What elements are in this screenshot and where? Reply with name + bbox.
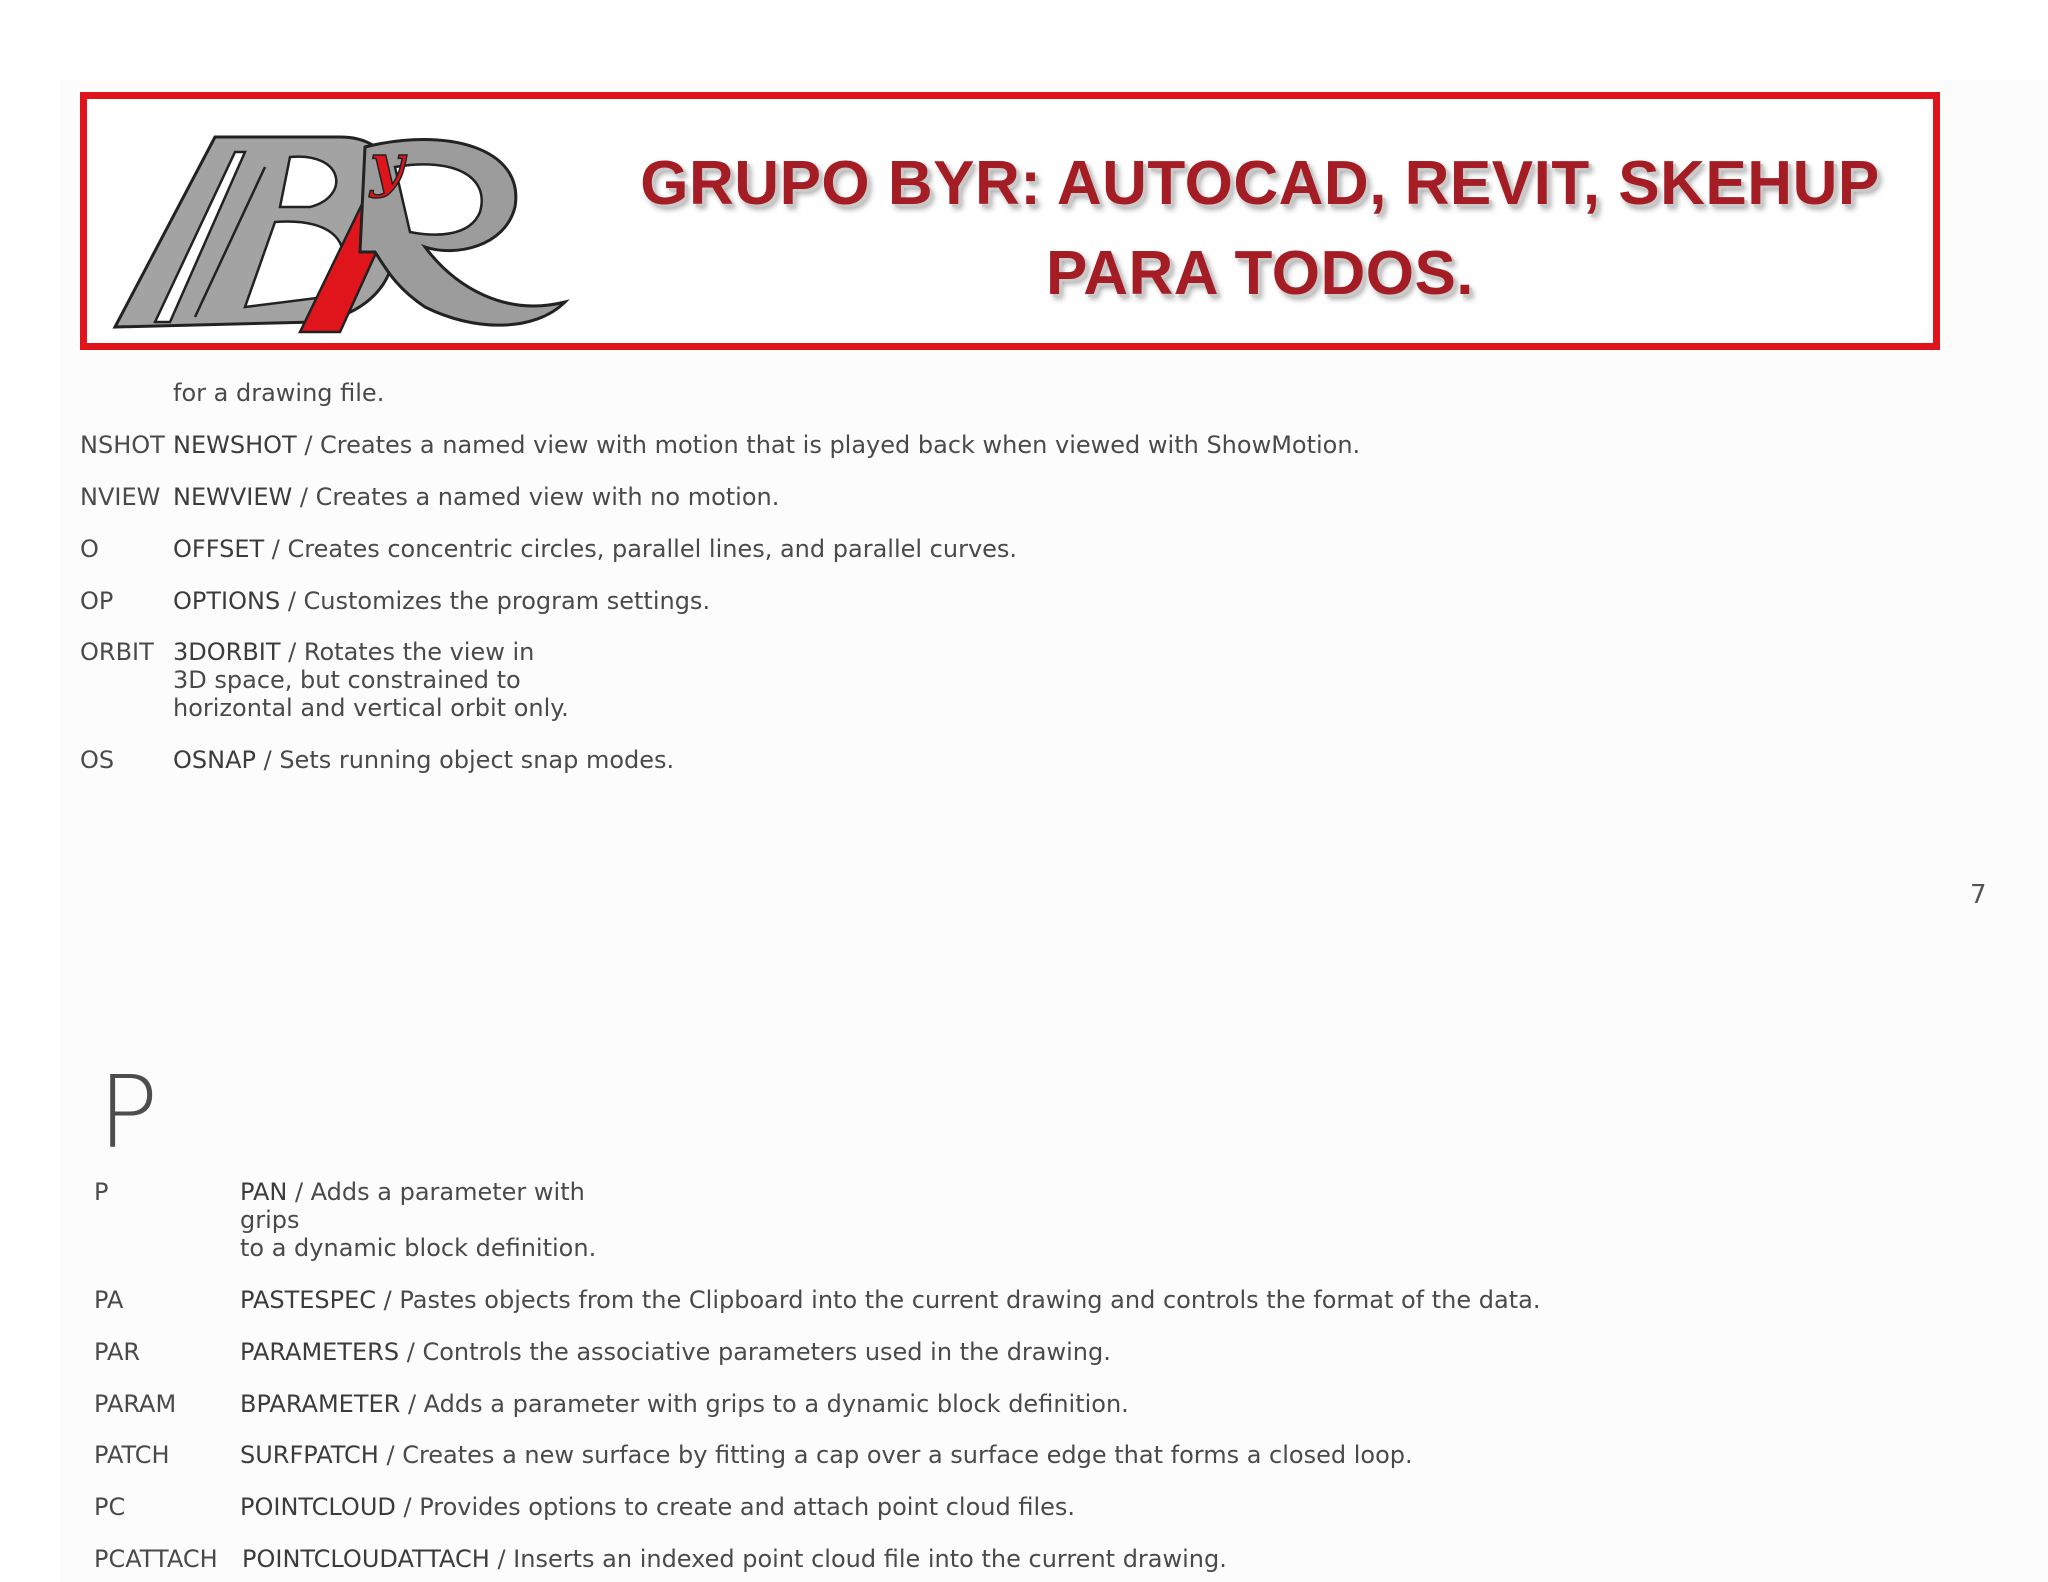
description-line: Controls the associative parameters used in the drawing. [422, 1338, 1111, 1366]
command-name: BPARAMETER [240, 1390, 401, 1418]
command-alias: PAR [94, 1338, 141, 1366]
command-name: NEWVIEW [173, 483, 293, 511]
banner-title-line-1: GRUPO BYR: AUTOCAD, REVIT, SKEHUP [640, 149, 1880, 218]
description-line: to a dynamic block definition. [240, 1234, 597, 1262]
command-alias: NSHOT [80, 431, 165, 459]
command-name: 3DORBIT [173, 638, 281, 666]
header-banner [80, 92, 1940, 350]
command-description: 3DORBIT / Rotates the view in 3D space, but constrained to horizontal and vertical orbit only. [173, 638, 569, 722]
command-description: POINTCLOUDATTACH / Inserts an indexed point cloud file into the current drawing. [242, 1545, 1227, 1573]
command-description: POINTCLOUD / Provides options to create and attach point cloud files. [240, 1493, 1076, 1521]
command-alias: OP [80, 587, 114, 615]
command-name: POINTCLOUD [240, 1493, 396, 1521]
command-name: OSNAP [173, 746, 256, 774]
command-name: OPTIONS [173, 587, 281, 615]
description-line: Customizes the program settings. [303, 587, 711, 615]
command-alias: PA [94, 1286, 124, 1314]
command-name: OFFSET [173, 535, 265, 563]
command-name: POINTCLOUDATTACH [242, 1545, 490, 1573]
byr-logo [95, 107, 580, 339]
description-line: Pastes objects from the Clipboard into the current drawing and controls the format of the data. [399, 1286, 1541, 1314]
command-name: SURFPATCH [240, 1441, 379, 1469]
banner-title [627, 139, 1893, 319]
command-alias: O [80, 535, 99, 563]
command-description: SURFPATCH / Creates a new surface by fitting a cap over a surface edge that forms a closed loop. [240, 1441, 1413, 1469]
command-alias: OS [80, 746, 115, 774]
description-line: Inserts an indexed point cloud file into the current drawing. [513, 1545, 1227, 1573]
command-alias: P [94, 1178, 109, 1206]
section-heading: P [98, 1054, 159, 1171]
description-line: Rotates the view in [303, 638, 535, 666]
command-alias: NVIEW [80, 483, 161, 511]
description-line: Creates a new surface by fitting a cap over a surface edge that forms a closed loop. [402, 1441, 1413, 1469]
continuation-text [173, 379, 384, 407]
command-alias: PCATTACH [94, 1545, 218, 1573]
command-description: PARAMETERS / Controls the associative parameters used in the drawing. [240, 1338, 1111, 1366]
command-name: PARAMETERS [240, 1338, 400, 1366]
command-name: PASTESPEC [240, 1286, 377, 1314]
command-description: NEWVIEW / Creates a named view with no motion. [173, 483, 780, 511]
continuation-line: for a drawing file. [173, 379, 385, 407]
command-description: NEWSHOT / Creates a named view with motion that is played back when viewed with ShowMotion. [173, 431, 1361, 459]
description-line: Sets running object snap modes. [279, 746, 675, 774]
description-line: horizontal and vertical orbit only. [173, 694, 569, 722]
description-line: Adds a parameter with [310, 1178, 585, 1206]
description-line: 3D space, but constrained to [173, 666, 521, 694]
description-line: Adds a parameter with grips to a dynamic block definition. [423, 1390, 1129, 1418]
command-name: NEWSHOT [173, 431, 297, 459]
description-line: Provides options to create and attach point cloud files. [419, 1493, 1076, 1521]
banner-title-line-2: PARA TODOS. [1045, 239, 1475, 308]
description-line: Creates a named view with no motion. [315, 483, 780, 511]
description-line: Creates a named view with motion that is played back when viewed with ShowMotion. [320, 431, 1361, 459]
command-alias: PATCH [94, 1441, 170, 1469]
command-description: PAN / Adds a parameter with grips to a dynamic block definition. [240, 1178, 597, 1262]
command-alias: ORBIT [80, 638, 154, 666]
command-description: OSNAP / Sets running object snap modes. [173, 746, 675, 774]
command-description: OFFSET / Creates concentric circles, parallel lines, and parallel curves. [173, 535, 1018, 563]
command-description: BPARAMETER / Adds a parameter with grips to a dynamic block definition. [240, 1390, 1129, 1418]
command-name: PAN [240, 1178, 288, 1206]
byr-logo-graphic [95, 107, 580, 339]
page-number: 7 [1970, 880, 1987, 910]
description-line: Creates concentric circles, parallel lines, and parallel curves. [287, 535, 1018, 563]
command-alias: PARAM [94, 1390, 177, 1418]
svg-text:y: y [370, 131, 404, 199]
command-description: PASTESPEC / Pastes objects from the Clipboard into the current drawing and controls the format of the data. [240, 1286, 1541, 1314]
command-description: OPTIONS / Customizes the program settings. [173, 587, 711, 615]
description-line: grips [240, 1206, 300, 1234]
command-alias: PC [94, 1493, 126, 1521]
